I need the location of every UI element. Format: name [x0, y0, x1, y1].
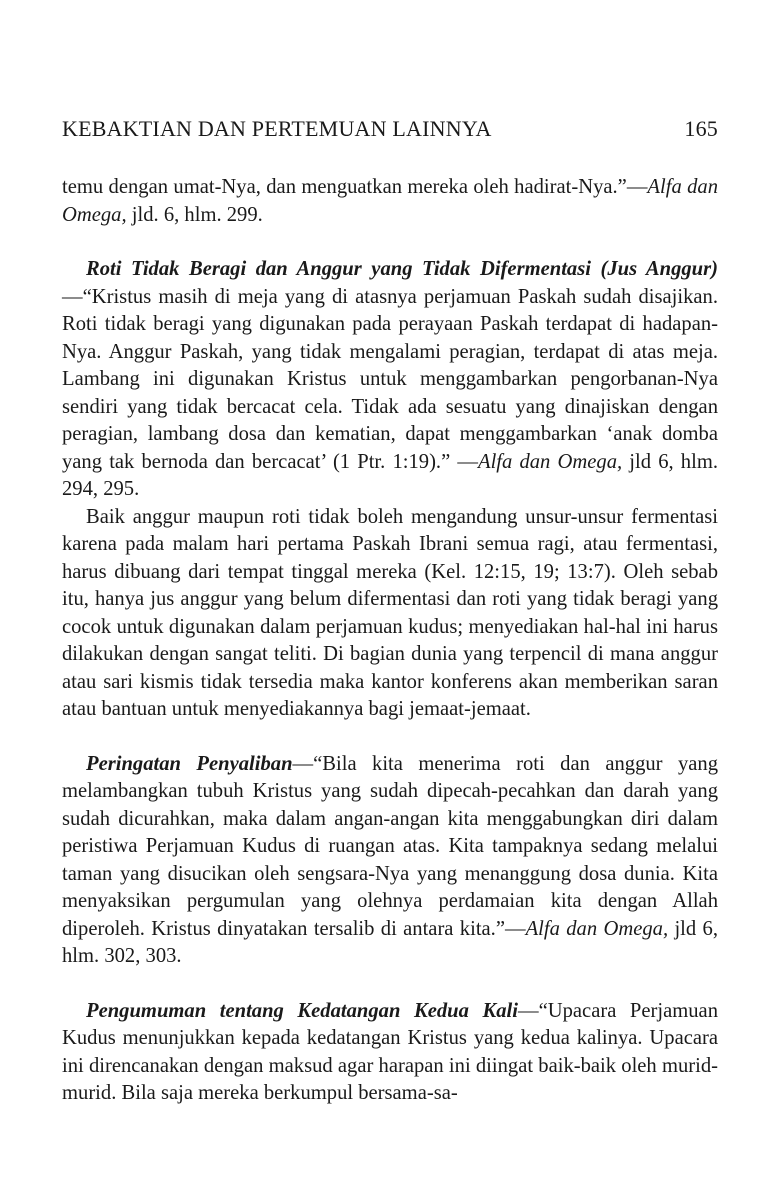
paragraph-text: Baik anggur maupun roti tidak boleh mengandung unsur-unsur fermentasi karena pada malam hari pertama Paskah Ibrani semua ragi, atau fermentasi, harus dibuang dari tempat tinggal mereka (Kel. 12:15, 19; 13:7). Oleh sebab itu, hanya jus anggur yang belum difermentasi dan roti yang tidak beragi yang cocok untuk digunakan dalam perjamuan kudus; menyediakan hal-hal ini harus dilakukan dengan sangat teliti. Di bagian dunia yang terpencil di mana anggur atau sari kismis tidak tersedia maka kantor konferens akan memberikan saran atau bantuan untuk menyediakannya bagi jemaat-jemaat. [62, 505, 718, 720]
reference-detail: jld. 6, hlm. 299. [126, 203, 263, 226]
section-heading: Roti Tidak Beragi dan Anggur yang Tidak Difermentasi (Jus Anggur) [86, 258, 718, 280]
body-text [62, 174, 718, 1108]
reference-detail: jld 6, hlm. 294, 295. [62, 450, 718, 500]
reference-detail: jld 6, hlm. 302, 303. [62, 917, 718, 967]
section-spacer [62, 724, 718, 751]
section-heading: Pengumuman tentang Kedatangan Kedua Kali [86, 999, 519, 1022]
running-header [62, 116, 718, 142]
section-heading: Peringatan Penyaliban [86, 752, 293, 775]
paragraph-text: —“Upacara Perjamuan Kudus menunjukkan kepada kedatangan Kristus yang kedua kalinya. Upacara ini direncanakan dengan maksud agar harapan ini diingat baik-baik oleh murid-murid. Bila saja mereka berkumpul bersama-sa- [62, 999, 718, 1104]
paragraph-crucifixion-memorial [62, 751, 718, 971]
paragraph-second-coming [62, 998, 718, 1108]
section-spacer [62, 229, 718, 256]
reference-title: Alfa dan Omega, [477, 450, 623, 473]
page-number: 165 [684, 116, 718, 141]
reference-title: Alfa dan Omega, [525, 917, 669, 940]
paragraph-fermentation [62, 504, 718, 724]
paragraph-continuation [62, 174, 718, 229]
paragraph-text: —“Bila kita menerima roti dan anggur yang melambangkan tubuh Kristus yang sudah dipecah-pecahkan dan darah yang sudah dicurahkan, maka dalam angan-angan kita menggabungkan diri dalam peristiwa Perjamuan Kudus di ruangan atas. Kita tampaknya sedang melalui taman yang disucikan oleh sengsara-Nya yang menanggung dosa dunia. Kita menyaksikan pergumulan yang olehnya perdamaian kita dengan Allah diperoleh. Kristus dinyatakan tersalib di antara kita.”— [62, 752, 718, 940]
section-spacer [62, 971, 718, 998]
reference-title: Alfa dan Omega, [62, 176, 719, 226]
paragraph-unleavened-bread [62, 256, 718, 504]
paragraph-text: temu dengan umat-Nya, dan menguatkan mereka oleh hadirat-Nya.”— [62, 176, 648, 198]
chapter-title: KEBAKTIAN DAN PERTEMUAN LAINNYA [62, 116, 492, 141]
paragraph-text: —“Kristus masih di meja yang di atasnya perjamuan Paskah sudah disajikan. Roti tidak beragi yang digunakan pada perayaan Paskah terdapat di hadapan-Nya. Anggur Paskah, yang tidak mengalami peragian, terdapat di atas meja. Lambang ini digunakan Kristus untuk menggambarkan pengorbanan-Nya sendiri yang tidak bercacat cela. Tidak ada sesuatu yang dinajiskan dengan peragian, lambang dosa dan kematian, dapat menggambarkan ‘anak domba yang tak bernoda dan bercacat’ (1 Ptr. 1:19).” — [62, 285, 718, 473]
